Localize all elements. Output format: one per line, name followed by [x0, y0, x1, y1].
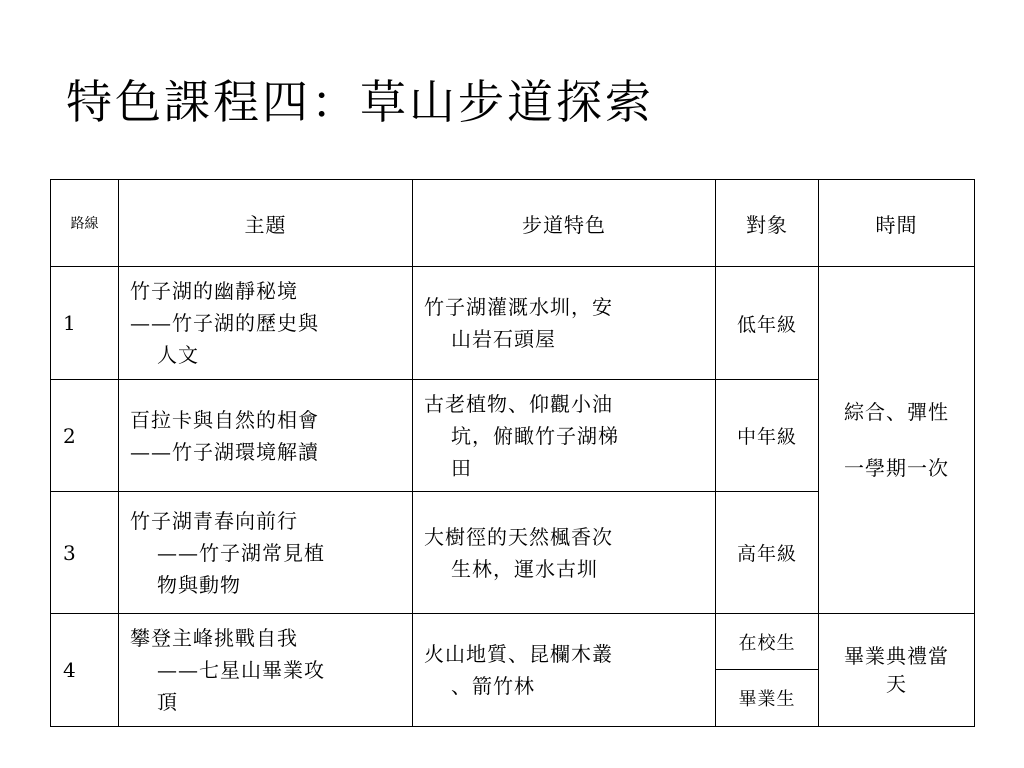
theme-line: 人文 — [157, 343, 199, 367]
audience-cell: 在校生 — [716, 614, 819, 670]
time-cell — [819, 267, 975, 614]
feature-line: 坑，俯瞰竹子湖梯 — [451, 423, 619, 448]
course-table — [50, 179, 975, 727]
theme-line: ——竹子湖常見植 — [157, 540, 325, 565]
header-theme: 主題 — [119, 180, 413, 267]
header-feature: 步道特色 — [413, 180, 716, 267]
theme-line: 頂 — [157, 690, 178, 714]
time-line: 一學期一次 — [844, 456, 949, 480]
table-row — [51, 267, 975, 380]
theme-line: 竹子湖青春向前行 — [130, 508, 298, 533]
feature-cell — [413, 614, 716, 727]
header-route: 路線 — [51, 180, 119, 267]
feature-line: 生林，運水古圳 — [451, 556, 598, 581]
feature-line: 山岩石頭屋 — [451, 327, 556, 351]
feature-cell — [413, 492, 716, 614]
audience-cell: 中年級 — [716, 380, 819, 492]
theme-line: ——竹子湖的歷史與 — [130, 311, 319, 335]
feature-line: 竹子湖灌溉水圳，安 — [424, 295, 613, 319]
route-number: 2 — [51, 380, 119, 492]
theme-line: 物與動物 — [157, 572, 241, 597]
audience-cell: 高年級 — [716, 492, 819, 614]
theme-cell — [119, 614, 413, 727]
theme-line: ——竹子湖環境解讀 — [130, 439, 319, 464]
theme-line: 竹子湖的幽靜秘境 — [130, 279, 298, 303]
theme-line: 百拉卡與自然的相會 — [130, 407, 319, 432]
route-number: 4 — [51, 614, 119, 727]
audience-cell: 畢業生 — [716, 670, 819, 727]
time-cell — [819, 614, 975, 727]
theme-line: ——七星山畢業攻 — [157, 658, 325, 682]
route-number: 1 — [51, 267, 119, 380]
time-line: 綜合、彈性 — [844, 400, 949, 424]
feature-line: 田 — [451, 455, 472, 480]
theme-cell — [119, 380, 413, 492]
header-time: 時間 — [819, 180, 975, 267]
theme-line: 攀登主峰挑戰自我 — [130, 626, 298, 650]
feature-line: 火山地質、昆欄木叢 — [424, 642, 613, 666]
time-line: 天 — [886, 672, 907, 696]
audience-cell: 低年級 — [716, 267, 819, 380]
feature-cell — [413, 267, 716, 380]
feature-line: 古老植物、仰觀小油 — [424, 391, 613, 416]
theme-cell — [119, 492, 413, 614]
table-header-row — [51, 180, 975, 267]
time-line: 畢業典禮當 — [844, 644, 949, 668]
table-row — [51, 614, 975, 670]
feature-line: 大樹徑的天然楓香次 — [424, 524, 613, 549]
theme-cell — [119, 267, 413, 380]
page-title: 特色課程四：草山步道探索 — [66, 75, 654, 129]
feature-cell — [413, 380, 716, 492]
header-audience: 對象 — [716, 180, 819, 267]
route-number: 3 — [51, 492, 119, 614]
feature-line: 、箭竹林 — [451, 674, 535, 698]
